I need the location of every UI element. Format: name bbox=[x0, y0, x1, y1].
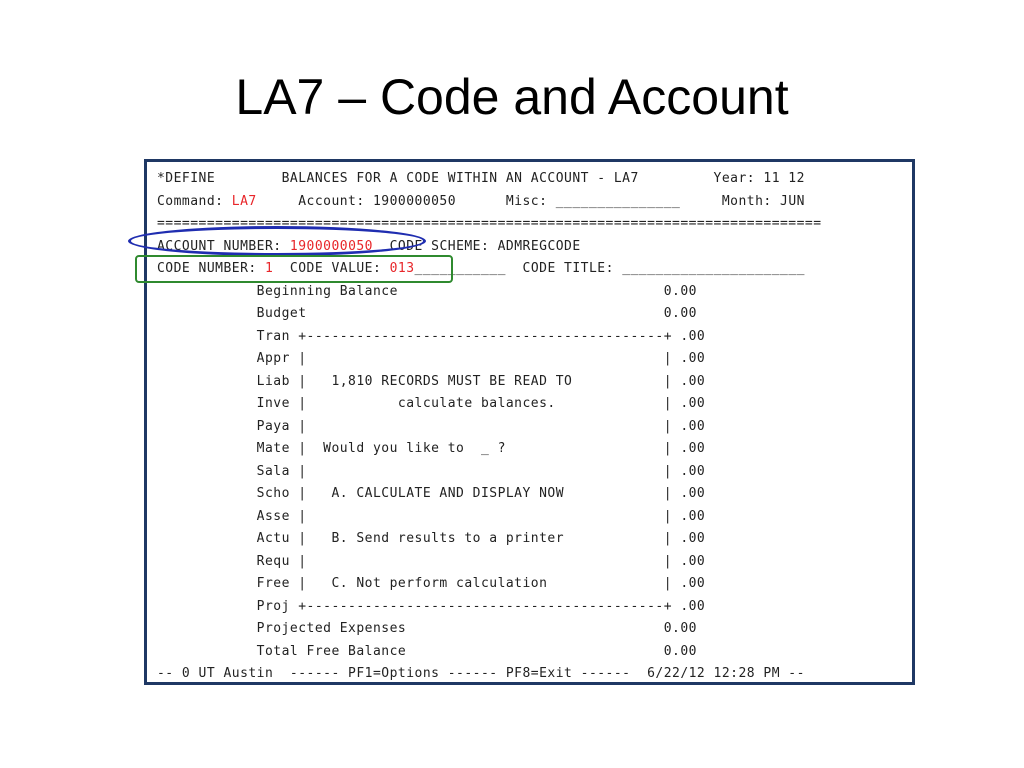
balance-row: Budget 0.00 bbox=[157, 306, 697, 321]
balance-row: Total Free Balance 0.00 bbox=[157, 644, 697, 659]
screen-header-line: *DEFINE BALANCES FOR A CODE WITHIN AN ACCOUNT - LA7 Year: 11 12 bbox=[157, 171, 805, 186]
popup-records-message: Liab | 1,810 RECORDS MUST BE READ TO | .00 bbox=[157, 374, 706, 389]
popup-option-c[interactable]: Free | C. Not perform calculation | .00 bbox=[157, 576, 706, 591]
balance-row: Asse | | .00 bbox=[157, 509, 706, 524]
balance-row: Projected Expenses 0.00 bbox=[157, 621, 697, 636]
account-number-line bbox=[157, 239, 581, 255]
popup-border-top: Tran +-------------------------------------------+ .00 bbox=[157, 329, 706, 344]
balance-row: Sala | | .00 bbox=[157, 464, 706, 479]
balance-row: Requ | | .00 bbox=[157, 554, 706, 569]
command-line bbox=[157, 194, 805, 210]
popup-option-a[interactable]: Scho | A. CALCULATE AND DISPLAY NOW | .00 bbox=[157, 486, 706, 501]
account-number-field[interactable]: 1900000050 bbox=[289, 239, 373, 254]
balance-row: Beginning Balance 0.00 bbox=[157, 284, 697, 299]
popup-prompt-input[interactable]: Mate | Would you like to _ ? | .00 bbox=[157, 441, 706, 456]
popup-option-b[interactable]: Actu | B. Send results to a printer | .00 bbox=[157, 531, 706, 546]
code-number-line bbox=[157, 261, 805, 277]
code-title-field[interactable]: ___________ CODE TITLE: ______________________ bbox=[414, 261, 805, 276]
code-number-field[interactable]: 1 bbox=[265, 261, 274, 276]
terminal-screen bbox=[144, 159, 915, 685]
balance-row: Appr | | .00 bbox=[157, 351, 706, 366]
popup-border-bottom: Proj +-------------------------------------------+ .00 bbox=[157, 599, 706, 614]
balance-row: Paya | | .00 bbox=[157, 419, 706, 434]
command-input[interactable]: LA7 bbox=[231, 194, 257, 209]
separator-line: ================================================================================ bbox=[157, 216, 822, 231]
account-misc-month-text: Account: 1900000050 Misc: _______________ Month: JUN bbox=[256, 194, 805, 209]
account-number-label: ACCOUNT NUMBER: bbox=[157, 239, 290, 254]
code-scheme-text: CODE SCHEME: ADMREGCODE bbox=[373, 239, 581, 254]
popup-calculate-message: Inve | calculate balances. | .00 bbox=[157, 396, 706, 411]
code-value-field[interactable]: 013 bbox=[389, 261, 415, 276]
code-number-label: CODE NUMBER: bbox=[157, 261, 265, 276]
status-bar: -- 0 UT Austin ------ PF1=Options ------ PF8=Exit ------ 6/22/12 12:28 PM -- bbox=[157, 666, 805, 681]
slide-title: LA7 – Code and Account bbox=[235, 69, 789, 125]
command-label: Command: bbox=[157, 194, 232, 209]
code-value-label: CODE VALUE: bbox=[273, 261, 390, 276]
